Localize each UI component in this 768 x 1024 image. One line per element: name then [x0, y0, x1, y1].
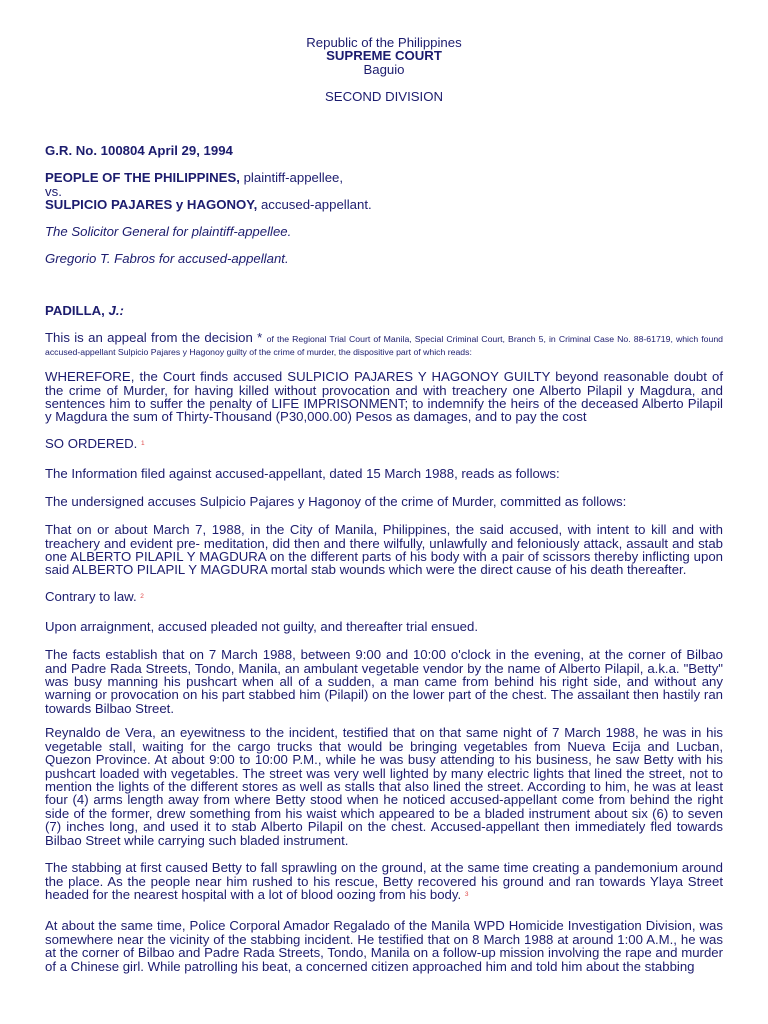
footnote-1-link[interactable]: 1	[141, 440, 145, 448]
paragraph-arraignment: Upon arraignment, accused pleaded not guilty, and thereafter trial ensued.	[45, 619, 479, 635]
paragraph-appeal	[45, 329, 723, 359]
plaintiff-line	[45, 171, 723, 184]
paragraph-undersigned: The undersigned accuses Sulpicio Pajares y Hagonoy of the crime of Murder, committed as follows:	[45, 494, 627, 510]
appeal-lead-text: This is an appeal from the decision	[45, 329, 253, 345]
accused-role: accused-appellant.	[260, 197, 372, 213]
paragraph-wherefore: WHEREFORE, the Court finds accused SULPICIO PAJARES Y HAGONOY GUILTY beyond reasonable doubt of the crime of Murder, for having killed without provocation and with treachery one Alberto Pilapil y Magdura, and sentences him to suffer the penalty of LIFE IMPRISONMENT; to indemnify the heirs of the deceased Alberto Pilapil y Magdura the sum of Thirty-Thousand (P30,000.00) Pesos as damages, and to pay the cost	[45, 369, 723, 425]
paragraph-facts: The facts establish that on 7 March 1988, between 9:00 and 10:00 o'clock in the evening, at the corner of Bilbao and Padre Rada Streets, Tondo, Manila, an ambulant vegetable vendor by the name of Alberto Pilapil, a.k.a. "Betty" was busy manning his pushcart when all of a sudden, a man came from behind his right side, and without any warning or provocation on his part stabbed him (Pilapil) on the lower part of the chest. The assailant then hastily ran towards Bilbao Street.	[45, 647, 723, 716]
paragraph-contrary	[45, 590, 723, 606]
plaintiff-role: plaintiff-appellee,	[243, 170, 344, 186]
appeal-detail-text: of the Regional Trial Court of Manila, Special Criminal Court, Branch 5, in Criminal Case No. 88-61719, which found accused-appellant Sulpicio Pajares y Hagonoy guilty of the crime of murder, the dispositive part of which reads:	[45, 333, 723, 358]
ponente	[45, 304, 723, 317]
division-line: SECOND DIVISION	[325, 88, 443, 104]
document-body	[45, 36, 723, 973]
paragraph-regalado: At about the same time, Police Corporal Amador Regalado of the Manila WPD Homicide Investigation Division, was somewhere near the vicinity of the stabbing incident. He testified that on 8 March 1988 at around 1:00 A.M., he was at the corner of Bilbao and Padre Rada Streets, Tondo, Manila on a follow-up mission involving the rape and murder of a Chinese girl. While patrolling his beat, a concerned citizen approached him and told him about the stabbing	[45, 918, 723, 974]
paragraph-stabbing	[45, 861, 723, 904]
appeal-footnote-marker: *	[257, 329, 263, 345]
paragraph-information: The Information filed against accused-appellant, dated 15 March 1988, reads as follows:	[45, 466, 560, 482]
accused-name: SULPICIO PAJARES y HAGONOY,	[45, 197, 258, 213]
so-ordered-text: SO ORDERED.	[45, 436, 138, 452]
ponente-title: J.:	[108, 303, 124, 319]
court-header	[45, 36, 723, 76]
paragraph-charge: That on or about March 7, 1988, in the City of Manila, Philippines, the said accused, with intent to kill and with treachery and evident pre- meditation, did then and there wilfully, unlawfully and feloniously attack, assault and stab one ALBERTO PILAPIL Y MAGDURA on the different parts of his body with a pair of scissors thereby inflicting upon said ALBERTO PILAPIL Y MAGDURA mortal stab wounds which were the direct cause of his death thereafter.	[45, 522, 723, 578]
versus-line: vs.	[45, 183, 62, 199]
stabbing-text: The stabbing at first caused Betty to fall sprawling on the ground, at the same time creating a pandemonium around the place. As the people near him rushed to his rescue, Betty recovered his ground and ran towards Ylaya Street headed for the nearest hospital with a lot of blood oozing from his body.	[45, 860, 723, 903]
case-number: G.R. No. 100804 April 29, 1994	[45, 143, 233, 159]
paragraph-eyewitness: Reynaldo de Vera, an eyewitness to the incident, testified that on that same night of 7 March 1988, he was in his vegetable stall, waiting for the cargo trucks that would be bringing vegetables from Nueva Ecija and Lucban, Quezon Province. At about 9:00 to 10:00 P.M., while he was busy attending to his business, he saw Betty with his pushcart loaded with vegetables. The street was very well lighted by many electric lights that lined the street, not to mention the lights of the different stores as well as stalls that also lined the street. According to him, he was at least four (4) arms length away from where Betty stood when he noticed accused-appellant come from behind the right side of the former, drew something from his waist which appeared to be a bladed instrument about six (6) to seven (7) inches long, and used it to stab Alberto Pilapil on the chest. Accused-appellant then immediately fled towards Bilbao Street while carrying such bladed instrument.	[45, 725, 723, 848]
footnote-3-link[interactable]: 3	[464, 891, 469, 899]
footnote-2-link[interactable]: 2	[140, 593, 144, 601]
ponente-name: PADILLA,	[45, 303, 105, 319]
republic-line: Republic of the Philippines	[306, 35, 462, 50]
paragraph-so-ordered	[45, 437, 723, 453]
contrary-text: Contrary to law.	[45, 589, 137, 605]
case-parties	[45, 171, 723, 211]
counsel-accused: Gregorio T. Fabros for accused-appellant.	[45, 251, 289, 267]
court-location: Baguio	[363, 61, 405, 77]
counsel-plaintiff: The Solicitor General for plaintiff-appellee.	[45, 224, 292, 240]
accused-line	[45, 198, 723, 211]
court-name: SUPREME COURT	[326, 48, 442, 64]
plaintiff-name: PEOPLE OF THE PHILIPPINES,	[45, 170, 240, 186]
